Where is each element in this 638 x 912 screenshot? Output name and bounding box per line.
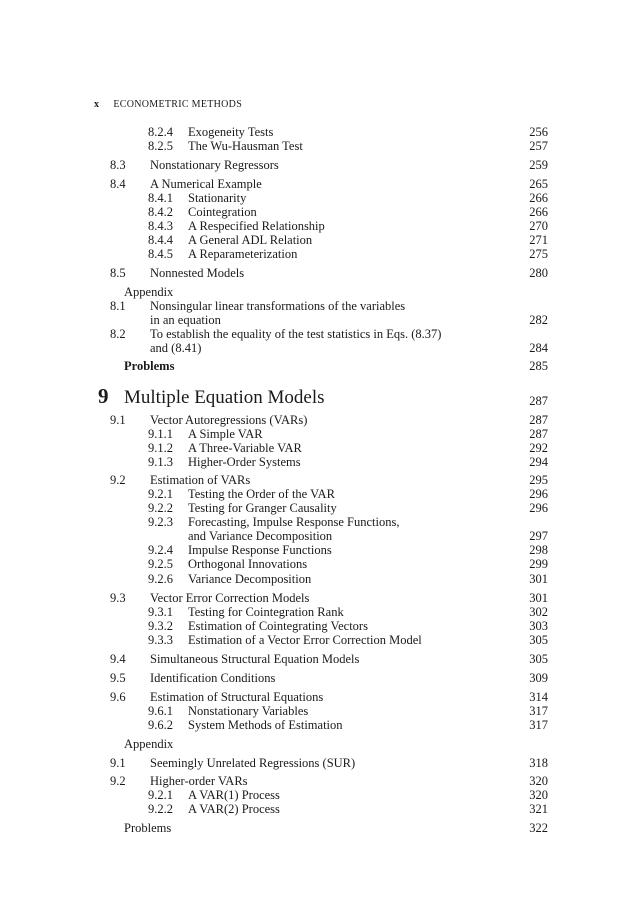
toc-entry-number: 8.2 — [110, 327, 126, 341]
toc-entry-page: 305 — [529, 633, 548, 647]
toc-entry-number: 8.4.5 — [148, 247, 173, 261]
toc-entry-title: Stationarity — [188, 191, 247, 205]
toc-entry-page: 259 — [529, 158, 548, 172]
toc-entry — [0, 205, 638, 219]
toc-entry-number: 9.2.1 — [148, 788, 173, 802]
toc-entry — [0, 427, 638, 441]
toc-entry-title: Identification Conditions — [150, 671, 276, 685]
toc-entry-title: Testing for Granger Causality — [188, 501, 337, 515]
toc-entry-page: 297 — [529, 529, 548, 543]
toc-entry-title: Higher-order VARs — [150, 774, 248, 788]
toc-entry-number: 9.1.3 — [148, 455, 173, 469]
toc-entry-page: 318 — [529, 756, 548, 770]
toc-entry-title: A Reparameterization — [188, 247, 298, 261]
toc-entry-title: Seemingly Unrelated Regressions (SUR) — [150, 756, 356, 770]
toc-entry — [0, 718, 638, 732]
running-header — [94, 99, 242, 110]
toc-entry-number: 8.2.4 — [148, 125, 173, 139]
toc-entry-page: 285 — [529, 359, 548, 373]
toc-entry — [0, 299, 638, 313]
toc-entry-page: 257 — [529, 139, 548, 153]
toc-entry-number: 9.6.2 — [148, 718, 173, 732]
toc-entry-number: 9.1 — [110, 413, 126, 427]
toc-entry — [0, 756, 638, 770]
toc-entry-page: 287 — [529, 413, 548, 427]
toc-entry — [0, 413, 638, 427]
toc-entry-number: 9.1 — [110, 756, 126, 770]
toc-entry-number: 8.4.4 — [148, 233, 173, 247]
toc-entry-number: 9.2.4 — [148, 543, 173, 557]
toc-entry-title: Vector Autoregressions (VARs) — [150, 413, 308, 427]
toc-entry-number: 9.2 — [110, 473, 126, 487]
toc-entry-title: Estimation of VARs — [150, 473, 251, 487]
toc-entry — [0, 543, 638, 557]
toc-entry — [0, 219, 638, 233]
toc-entry-page: 294 — [529, 455, 548, 469]
toc-entry-title: Impulse Response Functions — [188, 543, 332, 557]
toc-entry-page: 301 — [529, 572, 548, 586]
toc-entry — [0, 619, 638, 633]
toc-entry — [0, 341, 638, 355]
toc-entry-number: 9.3.1 — [148, 605, 173, 619]
toc-entry-title: Variance Decomposition — [188, 572, 312, 586]
toc-entry-title: A Simple VAR — [188, 427, 263, 441]
toc-entry-title: and (8.41) — [150, 341, 202, 355]
toc-entry-title: Forecasting, Impulse Response Functions, — [188, 515, 400, 529]
toc-entry-page: 320 — [529, 788, 548, 802]
toc-entry-number: 8.5 — [110, 266, 126, 280]
toc-entry — [0, 139, 638, 153]
toc-entry — [0, 266, 638, 280]
toc-entry-page: 321 — [529, 802, 548, 816]
toc-entry-title: Nonsingular linear transformations of the variables — [150, 299, 406, 313]
page-folio: x — [94, 99, 100, 110]
toc-entry-title: Exogeneity Tests — [188, 125, 274, 139]
toc-entry — [0, 652, 638, 666]
toc-entry-page: 275 — [529, 247, 548, 261]
toc-entry-page: 298 — [529, 543, 548, 557]
toc-entry-title: A Numerical Example — [150, 177, 262, 191]
toc-entry-title: A Three-Variable VAR — [188, 441, 302, 455]
toc-entry-page: 266 — [529, 191, 548, 205]
toc-entry — [0, 247, 638, 261]
toc-entry-title: Estimation of Cointegrating Vectors — [188, 619, 368, 633]
toc-entry-number: 9.3.2 — [148, 619, 173, 633]
toc-entry-title: Estimation of Structural Equations — [150, 690, 324, 704]
toc-entry-number: 8.4.2 — [148, 205, 173, 219]
toc-entry-page: 322 — [529, 821, 548, 835]
toc-entry-title: Nonnested Models — [150, 266, 245, 280]
toc-entry-title: in an equation — [150, 313, 221, 327]
toc-entry-number: 9.1.2 — [148, 441, 173, 455]
toc-entry — [0, 125, 638, 139]
toc-entry — [0, 473, 638, 487]
toc-entry-title: Nonstationary Regressors — [150, 158, 279, 172]
toc-entry-page: 284 — [529, 341, 548, 355]
toc-entry-page: 296 — [529, 501, 548, 515]
toc-entry — [0, 591, 638, 605]
toc-entry-page: 314 — [529, 690, 548, 704]
toc-entry-number: 8.1 — [110, 299, 126, 313]
toc-entry-number: 8.3 — [110, 158, 126, 172]
toc-entry — [0, 177, 638, 191]
toc-entry-page: 295 — [529, 473, 548, 487]
toc-entry-title: A VAR(1) Process — [188, 788, 280, 802]
toc-entry-title: Higher-Order Systems — [188, 455, 301, 469]
toc-entry-page: 302 — [529, 605, 548, 619]
toc-entry — [0, 821, 638, 835]
toc-entry-title: Multiple Equation Models — [124, 387, 325, 408]
toc-entry-page: 282 — [529, 313, 548, 327]
toc-entry-number: 9.6.1 — [148, 704, 173, 718]
toc-entry — [0, 487, 638, 501]
toc-entry-number: 8.4 — [110, 177, 126, 191]
toc-entry-title: Simultaneous Structural Equation Models — [150, 652, 360, 666]
toc-entry — [0, 671, 638, 685]
toc-entry — [0, 529, 638, 543]
toc-entry-title: Problems — [124, 359, 175, 373]
toc-chapter — [0, 384, 638, 408]
toc-entry-number: 9.2.3 — [148, 515, 173, 529]
toc-entry-page: 320 — [529, 774, 548, 788]
toc-entry-title: To establish the equality of the test statistics in Eqs. (8.37) — [150, 327, 442, 341]
toc-entry-page: 292 — [529, 441, 548, 455]
toc-entry — [0, 605, 638, 619]
toc-entry-number: 9.3.3 — [148, 633, 173, 647]
toc-entry-title: The Wu-Hausman Test — [188, 139, 303, 153]
toc-entry-number: 8.4.3 — [148, 219, 173, 233]
toc-entry — [0, 802, 638, 816]
toc-entry-title: Appendix — [124, 737, 174, 751]
toc-entry — [0, 515, 638, 529]
toc-entry-number: 9.2 — [110, 774, 126, 788]
toc-entry-page: 256 — [529, 125, 548, 139]
toc-entry-page: 266 — [529, 205, 548, 219]
toc-entry — [0, 633, 638, 647]
toc-entry-page: 317 — [529, 718, 548, 732]
toc-entry-page: 270 — [529, 219, 548, 233]
toc-entry-number: 8.4.1 — [148, 191, 173, 205]
toc-entry-number: 9.3 — [110, 591, 126, 605]
toc-entry-title: A VAR(2) Process — [188, 802, 280, 816]
toc-entry — [0, 788, 638, 802]
toc-entry-page: 280 — [529, 266, 548, 280]
toc-entry — [0, 313, 638, 327]
toc-entry — [0, 441, 638, 455]
toc-entry-number: 8.2.5 — [148, 139, 173, 153]
toc-entry-number: 9.4 — [110, 652, 126, 666]
toc-entry-title: Cointegration — [188, 205, 257, 219]
toc-entry — [0, 327, 638, 341]
toc-entry-number: 9.2.5 — [148, 557, 173, 571]
toc-entry — [0, 690, 638, 704]
toc-entry-page: 305 — [529, 652, 548, 666]
toc-entry-title: Nonstationary Variables — [188, 704, 309, 718]
toc-entry — [0, 158, 638, 172]
toc-entry-title: Estimation of a Vector Error Correction Model — [188, 633, 422, 647]
toc-entry — [0, 359, 638, 373]
toc-entry-number: 9 — [98, 384, 109, 408]
toc-entry — [0, 501, 638, 515]
toc-entry-page: 303 — [529, 619, 548, 633]
toc-entry-page: 271 — [529, 233, 548, 247]
toc-entry — [0, 455, 638, 469]
toc-entry-title: and Variance Decomposition — [188, 529, 333, 543]
toc-entry-number: 9.2.6 — [148, 572, 173, 586]
toc-entry-title: Vector Error Correction Models — [150, 591, 310, 605]
toc-entry-page: 299 — [529, 557, 548, 571]
toc-entry-number: 9.2.2 — [148, 501, 173, 515]
toc-entry — [0, 572, 638, 586]
toc-entry-number: 9.1.1 — [148, 427, 173, 441]
toc-entry-page: 265 — [529, 177, 548, 191]
toc-entry-page: 317 — [529, 704, 548, 718]
toc-entry-number: 9.2.2 — [148, 802, 173, 816]
book-title: ECONOMETRIC METHODS — [113, 99, 243, 110]
toc-entry — [0, 285, 638, 299]
toc-entry-title: System Methods of Estimation — [188, 718, 343, 732]
toc-entry-title: Testing for Cointegration Rank — [188, 605, 344, 619]
toc-entry-title: Orthogonal Innovations — [188, 557, 308, 571]
toc-entry-page: 287 — [529, 427, 548, 441]
toc-entry — [0, 191, 638, 205]
toc-entry-page: 296 — [529, 487, 548, 501]
toc-entry-number: 9.2.1 — [148, 487, 173, 501]
toc-entry — [0, 233, 638, 247]
toc-entry-page: 301 — [529, 591, 548, 605]
toc-entry-title: A Respecified Relationship — [188, 219, 325, 233]
toc-entry-title: A General ADL Relation — [188, 233, 313, 247]
toc-entry-title: Appendix — [124, 285, 174, 299]
toc-entry-title: Testing the Order of the VAR — [188, 487, 335, 501]
toc-entry — [0, 737, 638, 751]
toc-entry — [0, 704, 638, 718]
toc-entry — [0, 774, 638, 788]
toc-entry-number: 9.5 — [110, 671, 126, 685]
toc-entry-page: 287 — [529, 394, 548, 408]
toc-entry — [0, 557, 638, 571]
toc-entry-title: Problems — [124, 821, 172, 835]
toc-entry-page: 309 — [529, 671, 548, 685]
toc-entry-number: 9.6 — [110, 690, 126, 704]
